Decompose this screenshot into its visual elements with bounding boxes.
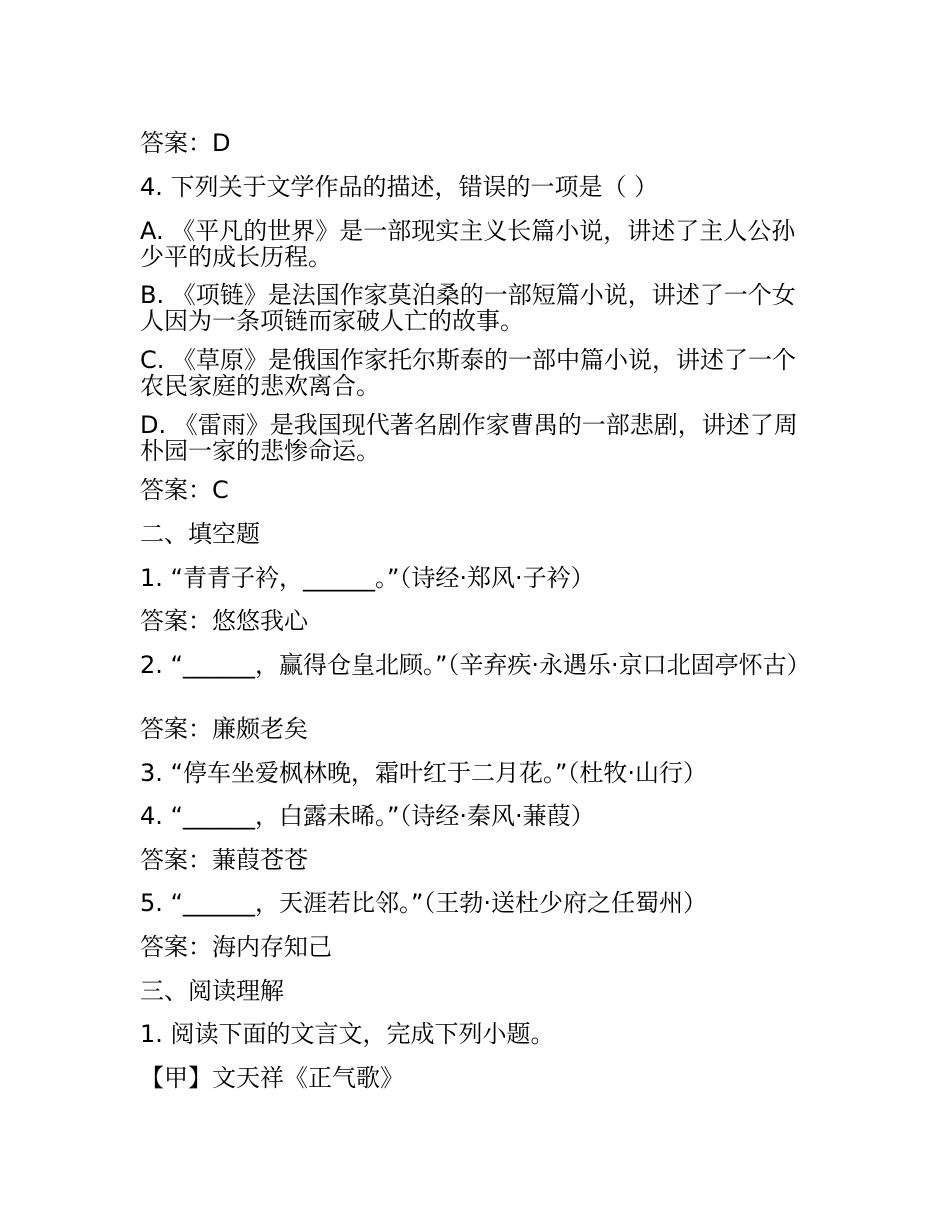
fill-question-1: 1. “青青子衿，______。”（诗经·郑风·子衿）: [140, 564, 595, 592]
fill-question-3: 3. “停车坐爱枫林晚，霜叶红于二月花。”（杜牧·山行）: [140, 759, 708, 787]
section-heading-reading: 三、阅读理解: [140, 977, 284, 1005]
answer-line: 答案：蒹葭苍苍: [140, 846, 308, 874]
option-d: D. 《雷雨》是我国现代著名剧作家曹禺的一部悲剧，讲述了周朴园一家的悲惨命运。: [140, 411, 798, 465]
reading-question-1: 1. 阅读下面的文言文，完成下列小题。: [140, 1020, 555, 1048]
section-heading-fill-in: 二、填空题: [140, 520, 260, 548]
answer-line: 答案：C: [140, 476, 229, 504]
fill-question-2: 2. “______，赢得仓皇北顾。”（辛弃疾·永遇乐·京口北固亭怀古）: [140, 651, 811, 679]
answer-line: 答案：D: [140, 129, 231, 157]
question-4: 4. 下列关于文学作品的描述，错误的一项是（ ）: [140, 173, 659, 201]
option-c: C. 《草原》是俄国作家托尔斯泰的一部中篇小说，讲述了一个农民家庭的悲欢离合。: [140, 346, 797, 400]
passage-title: 【甲】文天祥《正气歌》: [140, 1064, 404, 1092]
answer-line: 答案：悠悠我心: [140, 607, 308, 635]
option-b: B. 《项链》是法国作家莫泊桑的一部短篇小说，讲述了一个女人因为一条项链而家破人亡的故事。: [140, 281, 796, 335]
answer-line: 答案：海内存知己: [140, 933, 332, 961]
fill-question-4: 4. “______，白露未晞。”（诗经·秦风·蒹葭）: [140, 802, 595, 830]
option-a: A. 《平凡的世界》是一部现实主义长篇小说，讲述了主人公孙少平的成长历程。: [140, 217, 796, 271]
fill-question-5: 5. “______，天涯若比邻。”（王勃·送杜少府之任蜀州）: [140, 889, 708, 917]
answer-line: 答案：廉颇老矣: [140, 715, 308, 743]
